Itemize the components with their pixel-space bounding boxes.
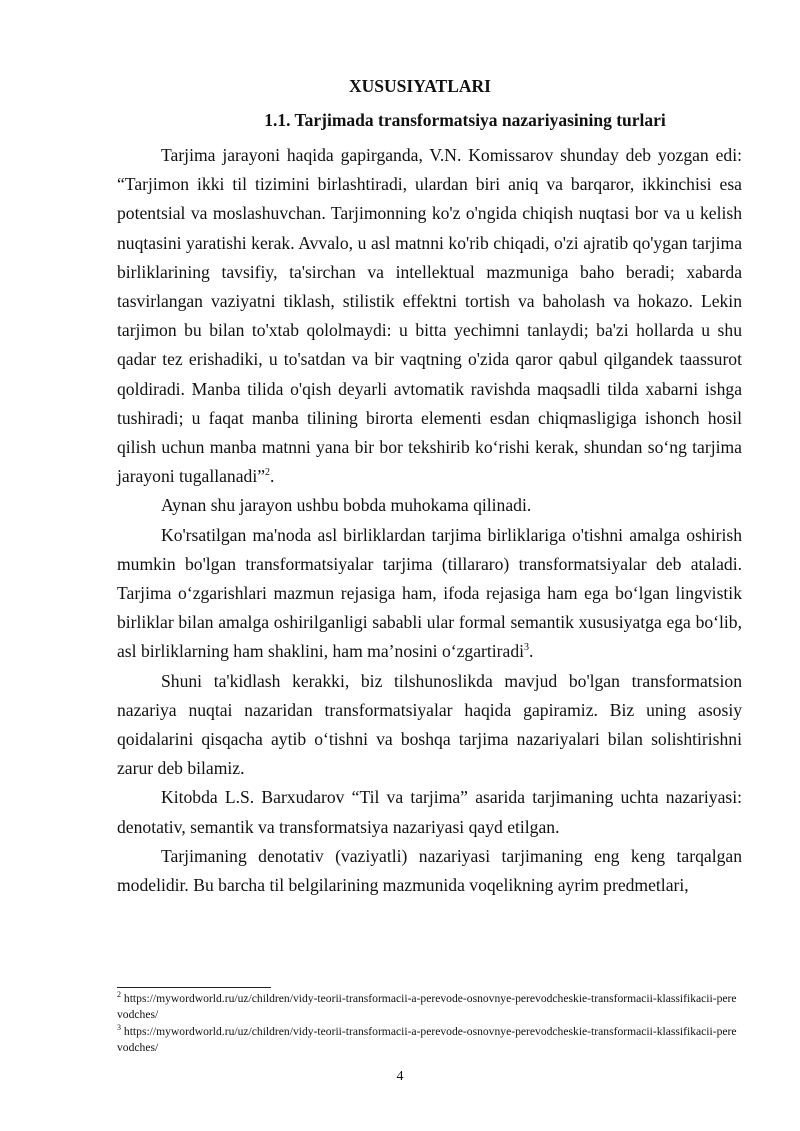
paragraph (117, 521, 742, 667)
page-number: 4 (396, 1069, 404, 1084)
paragraph-text: Ko'rsatilgan ma'noda asl birliklardan tarjima birliklariga o'tishni amalga oshirish mumkin bo'lgan transformatsiyalar tarjima (tillararo) transformatsiyalar deb ataladi. Tarjima o‘zgarishlari mazmun rejasiga ham, ifoda rejasiga ham ega bo‘lgan lingvistik birliklar bilan amalga oshirilganligi sababli ular formal semantik xususiyatga ega bo‘lib, asl birliklarning ham shaklini, ham ma’nosini o‘zgartiradi (117, 524, 742, 662)
footnote (117, 991, 742, 1022)
footnote-link[interactable]: https://mywordworld.ru/uz/children/vidy-teorii-transformacii-a-perevode-osnovnye-perevodcheskie-transformacii-klassifikacii-perevodches/ (117, 992, 737, 1021)
chapter-title: XUSUSIYATLARI (349, 76, 491, 96)
footnote (117, 1024, 742, 1055)
paragraph-text: Aynan shu jarayon ushbu bobda muhokama qilinadi. (161, 495, 532, 516)
section-title: 1.1. Tarjimada transformatsiya nazariyasining turlari (264, 110, 666, 130)
paragraph-end: . (529, 641, 534, 662)
paragraph (117, 491, 742, 520)
footnote-marker: 2 (117, 990, 121, 1000)
footnote-reference[interactable]: 3 (524, 642, 530, 654)
paragraph-end: . (270, 466, 275, 487)
footnote-marker: 3 (117, 1023, 121, 1033)
paragraph (117, 141, 742, 491)
footnote-separator (117, 987, 271, 988)
paragraph (117, 842, 742, 900)
footnote-reference[interactable]: 2 (265, 467, 271, 479)
paragraph-text: Shuni ta'kidlash kerakki, biz tilshunoslikda mavjud bo'lgan transformatsion nazariya nuqtai nazaridan transformatsiyalar haqida gapiramiz. Biz uning asosiy qoidalarini qisqacha aytib o‘tishni va boshqa tarjima nazariyalari bilan solishtirishni zarur deb bilamiz. (117, 670, 742, 779)
footnotes (117, 991, 742, 1057)
paragraph-text: Kitobda L.S. Barxudarov “Til va tarjima” asarida tarjimaning uchta nazariyasi: denotativ, semantik va transformatsiya nazariyasi qayd etilgan. (117, 787, 742, 837)
paragraph (117, 783, 742, 841)
paragraph (117, 667, 742, 784)
paragraph-text: Tarjimaning denotativ (vaziyatli) nazariyasi tarjimaning eng keng tarqalgan modelidir. Bu barcha til belgilarining mazmunida voqelikning ayrim predmetlari, (117, 845, 742, 896)
paragraph-text: Tarjima jarayoni haqida gapirganda, V.N. Komissarov shunday deb yozgan edi: “Tarjimon ikki til tizimini birlashtiradi, ulardan biri aniq va barqaror, ikkinchisi esa potentsial va moslashuvchan. Tarjimonning ko'z o'ngida chiqish nuqtasi bor va u kelish nuqtasini yaratishi kerak. Avvalo, u asl matnni ko'rib chiqadi, o'zi ajratib qo'ygan tarjima birliklarining tavsifiy, ta'sirchan va intellektual mazmuniga baho beradi; xabarda tasvirlangan vaziyatni tiklash, stilistik effektni tortish va baholash va hokazo. Lekin tarjimon bu bilan to'xtab qololmaydi: u bitta yechimni tanlaydi; ba'zi hollarda u shu qadar tez erishadiki, u to'satdan va bir vaqtning o'zida qaror qabul qilgandek taassurot qoldiradi. Manba tilida o'qish deyarli avtomatik ravishda maqsadli tilda xabarni ishga tushiradi; u faqat manba tilining birorta elementi esdan chiqmasligiga ishonch hosil qilish uchun manba matnni yana bir bor tekshirib ko‘rishi kerak, shundan so‘ng tarjima jarayoni tugallanadi” (117, 145, 742, 487)
footnote-link[interactable]: https://mywordworld.ru/uz/children/vidy-teorii-transformacii-a-perevode-osnovnye-perevodcheskie-transformacii-klassifikacii-perevodches/ (117, 1025, 737, 1054)
body-text (117, 141, 742, 900)
